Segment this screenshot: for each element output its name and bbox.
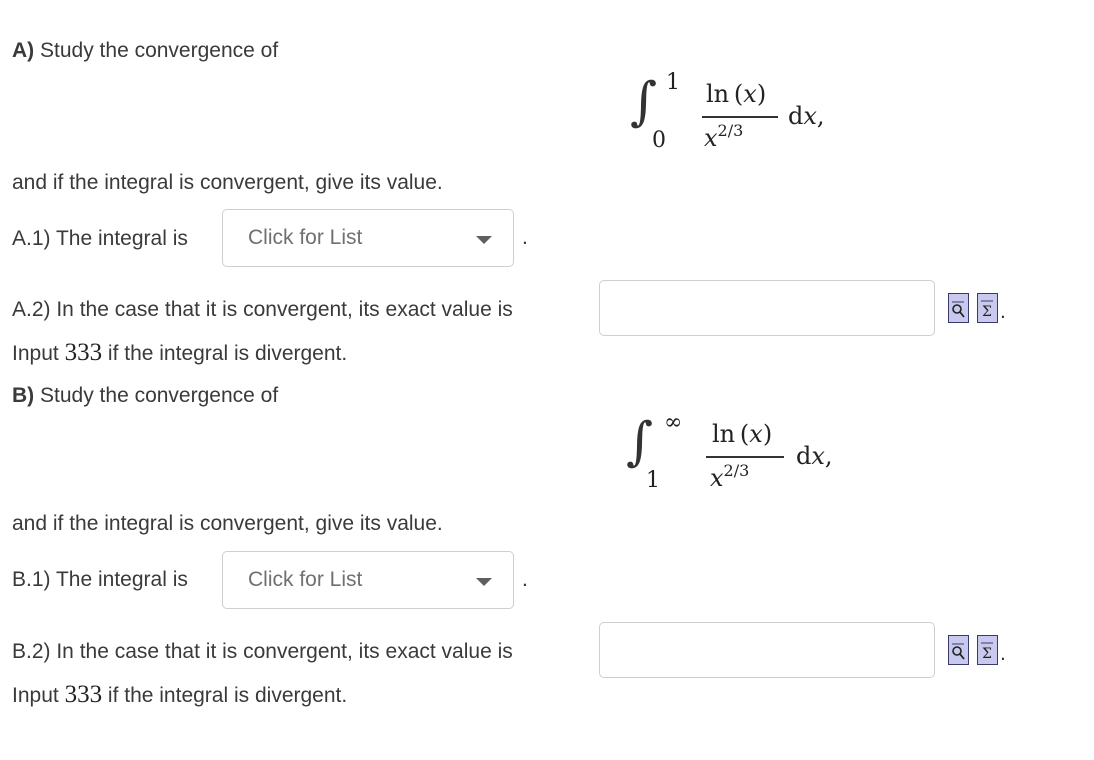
denominator: $x^{2/3}$ [710, 461, 750, 492]
part-b-q2-label: B.2) In the case that it is convergent, its exact value is [12, 640, 513, 663]
denominator: $x^{2/3}$ [704, 121, 744, 152]
part-a-q2-label: A.2) In the case that it is convergent, its exact value is [12, 298, 513, 321]
lower-bound: 0 [652, 128, 666, 153]
upper-bound: ∞ [664, 410, 683, 435]
part-a-prefix: A) [12, 39, 35, 62]
part-a-heading-text: Study the convergence of [40, 39, 279, 62]
part-b-prefix: B) [12, 384, 35, 407]
equation-editor-icon[interactable] [977, 635, 998, 665]
part-b-heading-text: Study the convergence of [40, 384, 279, 407]
part-b-divergent-note: Input 333 if the integral is divergent. [12, 681, 348, 708]
integral-sign: ∫ [626, 412, 654, 472]
divergent-code: 333 [64, 339, 103, 366]
part-b-heading [12, 383, 278, 409]
period: . [1000, 300, 1006, 323]
numerator: ln (x) [706, 80, 767, 108]
chevron-down-icon [476, 578, 492, 586]
svg-text:Σ: Σ [982, 304, 992, 320]
equation-editor-icon[interactable] [977, 293, 998, 323]
numerator: ln (x) [712, 420, 773, 448]
part-a-divergent-note: Input 333 if the integral is divergent. [12, 339, 348, 366]
differential: dx, [796, 442, 833, 470]
fraction-bar [706, 456, 784, 458]
part-a-answer-input[interactable] [599, 280, 935, 336]
part-b-instruction: and if the integral is convergent, give its value. [12, 512, 443, 535]
part-b-convergence-select[interactable] [222, 551, 514, 609]
lower-bound: 1 [646, 468, 660, 493]
preview-icon[interactable] [948, 635, 969, 665]
chevron-down-icon [476, 236, 492, 244]
integral-sign: ∫ [630, 72, 658, 132]
part-b-answer-input[interactable] [599, 622, 935, 678]
preview-icon[interactable] [948, 293, 969, 323]
part-a-heading [12, 38, 278, 64]
period: . [522, 226, 528, 249]
select-label: Click for List [248, 226, 363, 249]
divergent-code: 333 [64, 681, 103, 708]
part-a-q1-label: A.1) The integral is [12, 227, 188, 250]
svg-text:Σ: Σ [982, 646, 992, 662]
part-b-q1-label: B.1) The integral is [12, 568, 188, 591]
fraction-bar [702, 116, 778, 118]
period: . [522, 568, 528, 591]
period: . [1000, 642, 1006, 665]
part-a-convergence-select[interactable] [222, 209, 514, 267]
integral-a [630, 70, 850, 160]
differential: dx, [788, 102, 825, 130]
select-label: Click for List [248, 568, 363, 591]
part-a-instruction: and if the integral is convergent, give its value. [12, 171, 443, 194]
integral-b [626, 410, 856, 500]
upper-bound: 1 [666, 70, 680, 95]
